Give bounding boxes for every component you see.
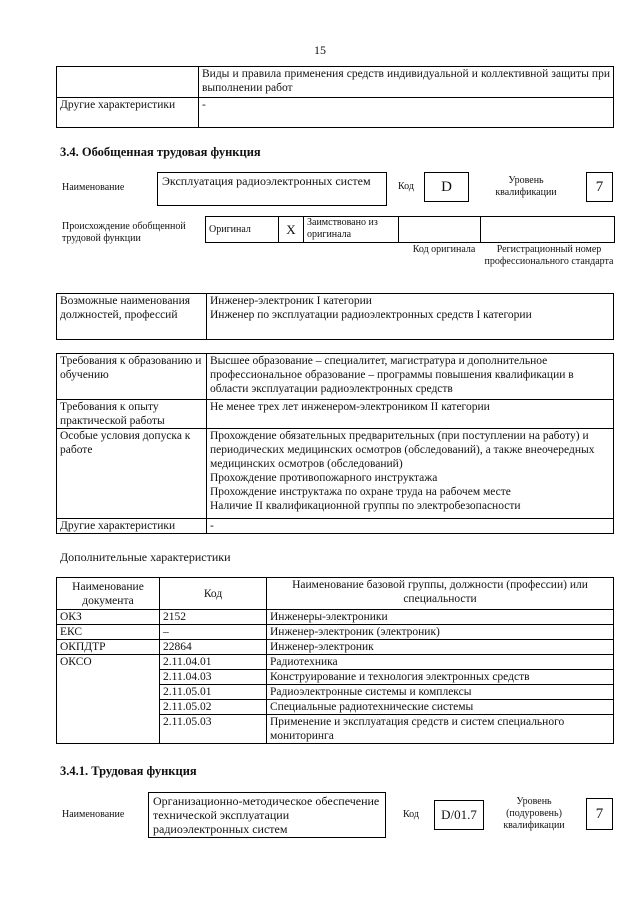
name-label: Наименование [62, 182, 125, 193]
row-doc: ОКСО [57, 655, 160, 744]
experience-value: Не менее трех лет инженером-электроником II категории [207, 400, 614, 429]
section-heading-3-4: 3.4. Обобщенная трудовая функция [60, 145, 261, 159]
top-table-row2-label: Другие характеристики [57, 98, 199, 128]
table-row [57, 640, 614, 655]
row-name: Специальные радиотехнические системы [267, 700, 614, 715]
tf-level-value-box: 7 [586, 798, 613, 830]
positions-label: Возможные наименования должностей, профессий [57, 294, 207, 340]
row-code: 2152 [160, 610, 267, 625]
row-name: Радиоэлектронные системы и комплексы [267, 685, 614, 700]
reg-number-cell [481, 217, 615, 243]
row-name: Применение и эксплуатация средств и систем специального мониторинга [267, 715, 614, 744]
special-values [207, 429, 614, 519]
table-row [57, 655, 614, 670]
special-label: Особые условия допуска к работе [57, 429, 207, 519]
top-table-row2-value: - [199, 98, 614, 128]
row-code: 2.11.05.02 [160, 700, 267, 715]
requirements-table [56, 353, 614, 534]
top-table [56, 66, 614, 128]
reg-number-caption: Регистрационный номер профессионального стандарта [484, 244, 614, 267]
row-doc: ЕКС [57, 625, 160, 640]
level-value-box: 7 [586, 172, 613, 202]
row-code: 2.11.04.01 [160, 655, 267, 670]
table-row [57, 610, 614, 625]
row-code: 2.11.05.01 [160, 685, 267, 700]
origin-label: Происхождение обобщенной трудовой функции [62, 221, 186, 244]
experience-label: Требования к опыту практической работы [57, 400, 207, 429]
other-value: - [207, 519, 614, 534]
additional-heading: Дополнительные характеристики [60, 550, 231, 564]
positions-table [56, 293, 614, 340]
level-label: Уровень квалификации [495, 175, 557, 198]
table-row [57, 625, 614, 640]
top-table-empty-cell [57, 67, 199, 98]
row-code: 2.11.05.03 [160, 715, 267, 744]
origin-code-caption: Код оригинала [412, 244, 476, 255]
code-value-box: D [424, 172, 469, 202]
original-cell: Оригинал [206, 217, 279, 243]
additional-table [56, 577, 614, 744]
top-table-row1-value: Виды и правила применения средств индивидуальной и коллективной защиты при выполнении работ [199, 67, 614, 98]
special-item: Наличие II квалификационной группы по электробезопасности [210, 500, 521, 512]
name-value-box: Эксплуатация радиоэлектронных систем [157, 172, 387, 206]
special-item: Прохождение инструктажа по охране труда на рабочем месте [210, 486, 511, 498]
origin-table [205, 216, 615, 243]
tf-code-value-box: D/01.7 [434, 800, 484, 830]
additional-header-code: Код [160, 578, 267, 610]
page-number: 15 [314, 43, 326, 57]
tf-name-value-box: Организационно-методическое обеспечение технической эксплуатации радиоэлектронных систем [148, 792, 386, 838]
special-item: Прохождение противопожарного инструктажа [210, 472, 438, 484]
position-item: Инженер по эксплуатации радиоэлектронных средств I категории [210, 309, 532, 321]
origin-code-cell [399, 217, 481, 243]
positions-values [207, 294, 614, 340]
tf-name-label: Наименование [62, 809, 125, 820]
original-mark-cell: X [279, 217, 304, 243]
other-label: Другие характеристики [57, 519, 207, 534]
education-label: Требования к образованию и обучению [57, 354, 207, 400]
row-name: Инженер-электроник (электроник) [267, 625, 614, 640]
section-heading-3-4-1: 3.4.1. Трудовая функция [60, 764, 197, 778]
additional-header-doc: Наименование документа [57, 578, 160, 610]
row-code: 2.11.04.03 [160, 670, 267, 685]
row-name: Инженер-электроник [267, 640, 614, 655]
additional-header-name: Наименование базовой группы, должности (профессии) или специальности [267, 578, 614, 610]
row-code: – [160, 625, 267, 640]
row-doc: ОКЗ [57, 610, 160, 625]
tf-code-label: Код [403, 809, 419, 820]
tf-level-label: Уровень (подуровень) квалификации [503, 796, 565, 831]
row-name: Конструирование и технология электронных средств [267, 670, 614, 685]
row-name: Инженеры-электроники [267, 610, 614, 625]
row-doc: ОКПДТР [57, 640, 160, 655]
row-name: Радиотехника [267, 655, 614, 670]
position-item: Инженер-электроник I категории [210, 295, 372, 307]
code-label: Код [398, 181, 414, 192]
special-item: Прохождение обязательных предварительных (при поступлении на работу) и периодических медицинских осмотров (обследований), а также внеочередных медицинских осмотров (обследований) [210, 430, 595, 470]
education-value: Высшее образование – специалитет, магистратура и дополнительное профессиональное образование – программы повышения квалификации в области эксплуатации радиоэлектронных средств [207, 354, 614, 400]
borrowed-cell: Заимствовано из оригинала [304, 217, 399, 243]
row-code: 22864 [160, 640, 267, 655]
